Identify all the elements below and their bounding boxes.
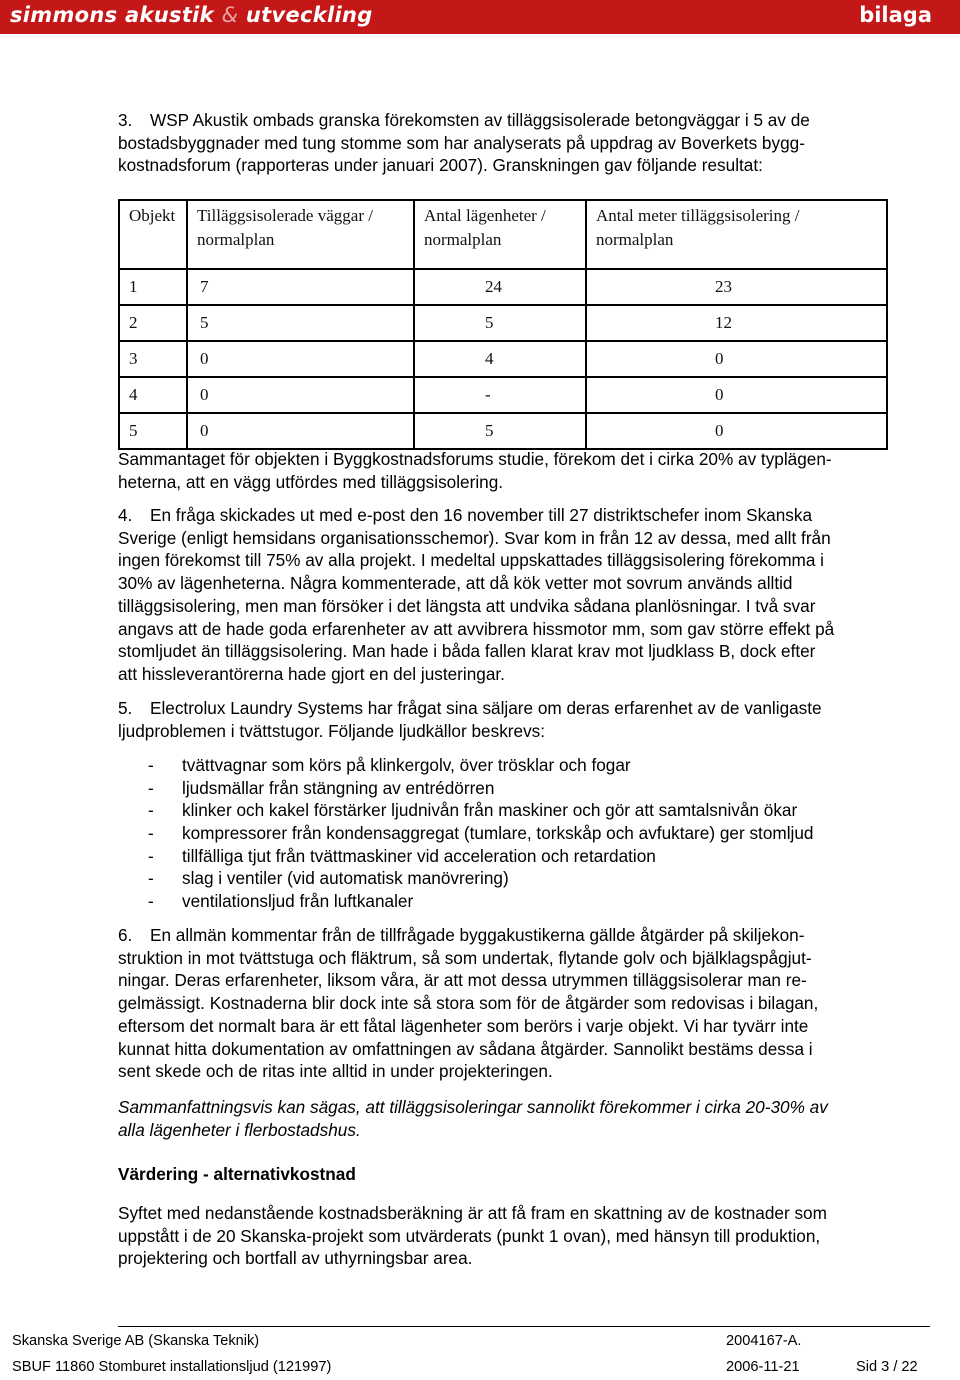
final-paragraph bbox=[118, 1202, 930, 1270]
table-cell: 4 bbox=[119, 377, 187, 413]
item-3-line: WSP Akustik ombads granska förekomsten av tilläggsisolerade betongväggar i 5 av de bbox=[150, 110, 810, 130]
section-label: bilaga bbox=[859, 3, 932, 27]
conclusion-text bbox=[118, 1096, 930, 1141]
item-6-line: eftersom det normalt bara är ett fåtal lägenheter som berörs i varje objekt. Vi har tyvärr inte bbox=[118, 1015, 809, 1036]
table-header-row bbox=[119, 200, 887, 269]
item-4-line: stomljudet än tilläggsisolering. Man hade i båda fallen klarat krav mot ljudklass B, dock efter bbox=[118, 641, 816, 662]
table-header-cell: Antal meter tilläggsisolering / normalplan bbox=[586, 200, 887, 269]
table-cell: 12 bbox=[586, 305, 887, 341]
final-line: Syftet med nedanstående kostnadsberäkning är att få fram en skattning av de kostnader som bbox=[118, 1203, 827, 1223]
item-6-line: sent skede och de ritas inte alltid in under projekteringen. bbox=[118, 1061, 553, 1082]
table-cell: 5 bbox=[414, 305, 586, 341]
brand-ampersand: & bbox=[221, 3, 239, 27]
footer-divider bbox=[118, 1326, 930, 1327]
item-6-line: gelmässigt. Kostnaderna blir dock inte så stora som för de åtgärder som redovisas i bilagan, bbox=[118, 993, 819, 1014]
item-4-line: angavs att de hade goda erfarenheter av att avvibrera hissmotor mm, som gav större effekt på bbox=[118, 618, 835, 639]
table-cell: 0 bbox=[187, 377, 414, 413]
item-6-line: ningar. Deras erfarenheter, liksom våra, är att mot dessa utrymmen tilläggsisolerar man re- bbox=[118, 970, 807, 991]
item-4-line: tilläggsisolering, men man försöker i det längsta att undvika sådana planlösningar. I två svar bbox=[118, 595, 816, 616]
item-5-text bbox=[118, 697, 930, 742]
item-4-line: En fråga skickades ut med e-post den 16 november till 27 distriktschefer inom Skanska bbox=[150, 505, 813, 525]
table-cell: 24 bbox=[414, 269, 586, 305]
table-header-cell: Antal lägenheter / normalplan bbox=[414, 200, 586, 269]
item-6-number: 6. bbox=[118, 925, 133, 945]
table-cell: 0 bbox=[586, 413, 887, 449]
conclusion-line: alla lägenheter i flerbostadshus. bbox=[118, 1119, 361, 1140]
results-table bbox=[118, 199, 888, 450]
footer-date: 2006-11-21 bbox=[726, 1359, 800, 1375]
brand-logo bbox=[10, 3, 373, 27]
table-cell: 7 bbox=[187, 269, 414, 305]
header-bar bbox=[0, 0, 960, 34]
item-5-line: Electrolux Laundry Systems har frågat sina säljare om deras erfarenhet av de vanligaste bbox=[150, 698, 822, 718]
table-row bbox=[119, 413, 887, 449]
table-cell: 2 bbox=[119, 305, 187, 341]
item-4-line: Sverige (enligt hemsidans organisationsschemor). Svar kom in från 12 av dessa, med allt från bbox=[118, 527, 831, 548]
table-row bbox=[119, 377, 887, 413]
table-cell: 0 bbox=[586, 377, 887, 413]
item-3-number: 3. bbox=[118, 110, 133, 130]
table-cell: 23 bbox=[586, 269, 887, 305]
table-header-cell: Objekt bbox=[119, 200, 187, 269]
table-cell: 5 bbox=[187, 305, 414, 341]
item-4-line: att hissleverantörerna hade gjort en del justeringar. bbox=[118, 663, 505, 684]
section-heading: Värdering - alternativkostnad bbox=[118, 1164, 356, 1184]
table-cell: 0 bbox=[187, 341, 414, 377]
table-cell: 0 bbox=[586, 341, 887, 377]
footer-project: SBUF 11860 Stomburet installationsljud (121997) bbox=[12, 1359, 332, 1375]
item-5-number: 5. bbox=[118, 698, 133, 718]
brand-name-part2: utveckling bbox=[245, 3, 373, 27]
item-4-line: ingen förekomst till 75% av alla projekt. I medeltal uppskattades tilläggsisolering förekomma i bbox=[118, 550, 824, 571]
item-6-line: kunnat hitta dokumentation av omfattningen av sådana åtgärder. Sannolikt bestäms dessa i bbox=[118, 1038, 813, 1059]
table-cell: 5 bbox=[414, 413, 586, 449]
item-4-number: 4. bbox=[118, 505, 133, 525]
footer-company: Skanska Sverige AB (Skanska Teknik) bbox=[12, 1333, 260, 1349]
footer-page: Sid 3 / 22 bbox=[856, 1359, 918, 1375]
item-6-line: struktion in mot tvättstuga och fläktrum, så som undertak, flytande golv och bjälklagspågjut- bbox=[118, 947, 812, 968]
table-cell: 1 bbox=[119, 269, 187, 305]
item-6-text bbox=[118, 924, 930, 1083]
item-3-line: kostnadsforum (rapporteras under januari 2007). Granskningen gav följande resultat: bbox=[118, 155, 763, 176]
item-4-line: 30% av lägenheterna. Några kommenterade, att då kök vetter mot sovrum används alltid bbox=[118, 573, 793, 594]
table-cell: - bbox=[414, 377, 586, 413]
conclusion-line: Sammanfattningsvis kan sägas, att tilläggsisoleringar sannolikt förekommer i cirka 20-30% av bbox=[118, 1097, 828, 1117]
item-3-text bbox=[118, 109, 930, 177]
table-cell: 0 bbox=[187, 413, 414, 449]
item-3-line: bostadsbyggnader med tung stomme som har analyserats på uppdrag av Boverkets bygg- bbox=[118, 132, 805, 153]
table-cell: 3 bbox=[119, 341, 187, 377]
table-cell: 4 bbox=[414, 341, 586, 377]
brand-name-part1: simmons akustik bbox=[10, 3, 214, 27]
table-summary bbox=[118, 448, 930, 493]
item-4-text bbox=[118, 504, 930, 686]
table-header-cell: Tilläggsisolerade väggar / normalplan bbox=[187, 200, 414, 269]
table-row bbox=[119, 341, 887, 377]
table-row bbox=[119, 269, 887, 305]
final-line: projektering och bortfall av uthyrningsbar area. bbox=[118, 1248, 473, 1269]
table-row bbox=[119, 305, 887, 341]
footer-docnum: 2004167-A. bbox=[726, 1333, 802, 1349]
item-6-line: En allmän kommentar från de tillfrågade byggakustikerna gällde åtgärder på skiljekon- bbox=[150, 925, 805, 945]
summary-line: Sammantaget för objekten i Byggkostnadsforums studie, förekom det i cirka 20% av typlägen- bbox=[118, 449, 832, 469]
summary-line: heterna, att en vägg utfördes med tilläggsisolering. bbox=[118, 471, 504, 492]
table-cell: 5 bbox=[119, 413, 187, 449]
item-5-line: ljudproblemen i tvättstugor. Följande ljudkällor beskrevs: bbox=[118, 720, 546, 741]
final-line: uppstått i de 20 Skanska-projekt som utvärderats (punkt 1 ovan), med hänsyn till produktion, bbox=[118, 1225, 821, 1246]
